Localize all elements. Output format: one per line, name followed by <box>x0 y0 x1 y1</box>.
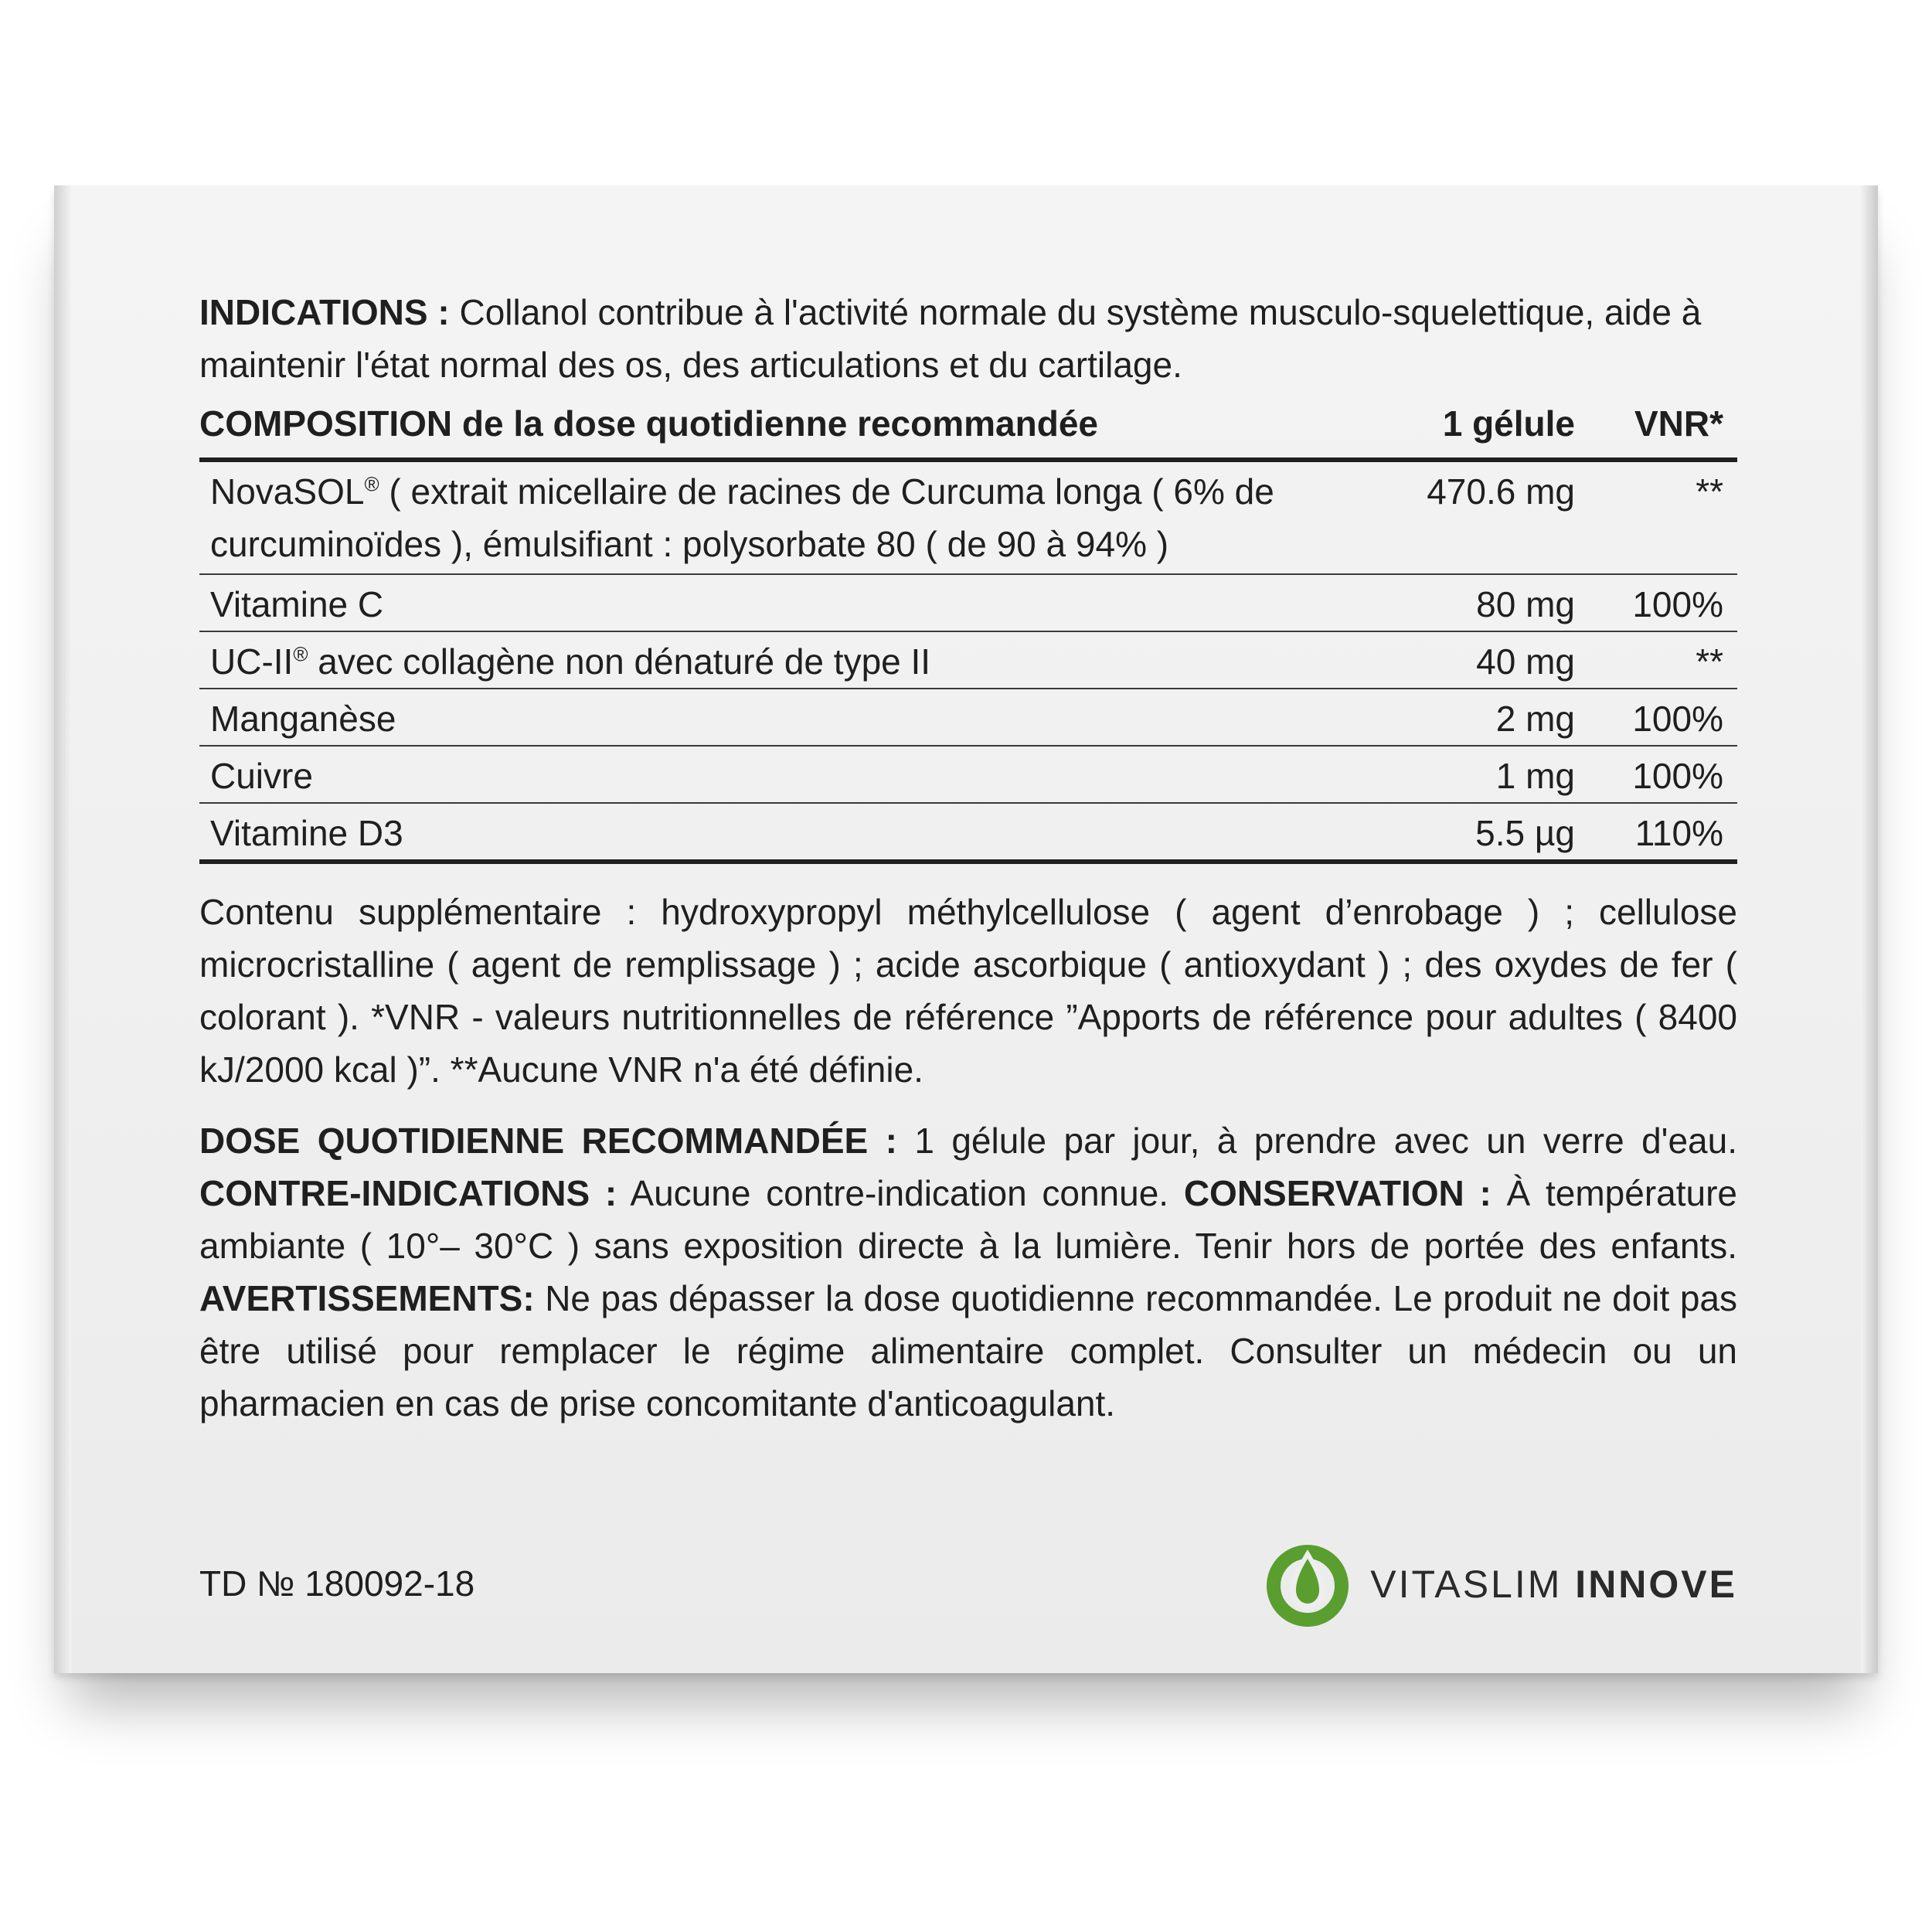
label-content <box>199 286 1737 1430</box>
warnings-label: AVERTISSEMENTS: <box>199 1278 535 1318</box>
ingredient-qty: 40 mg <box>1476 641 1575 682</box>
table-row <box>199 747 1737 802</box>
ingredient-vnr: 100% <box>1632 584 1723 624</box>
contraindications-label: CONTRE-INDICATIONS : <box>199 1173 617 1213</box>
indications-paragraph <box>199 286 1737 391</box>
ingredient-vnr: ** <box>1696 641 1723 682</box>
box-left-edge <box>54 185 71 1673</box>
ingredient-vnr: 100% <box>1632 756 1723 796</box>
table-row <box>199 462 1737 573</box>
ingredient-qty: 80 mg <box>1476 584 1575 624</box>
ingredient-vnr: ** <box>1696 471 1723 512</box>
ingredient-qty: 2 mg <box>1495 699 1575 739</box>
table-row <box>199 575 1737 631</box>
indications-label: INDICATIONS : <box>199 292 450 332</box>
dose-paragraph: DOSE QUOTIDIENNE RECOMMANDÉE : 1 gélule par jour, à prendre avec un verre d'eau. CONTRE-INDICATIONS : Aucune contre-indication connue. CONSERVATION : À température ambiante ( 10°– 30°C ) sans exposition directe à la lumière. Tenir hors de portée des enfants. AVERTISSEMENTS: Ne pas dépasser la dose quotidienne recommandée. Le produit ne doit pas être utilisé pour remplacer le régime alimentaire complet. Consulter un médecin ou un pharmacien en cas de prise concomitante d'anticoagulant. <box>199 1121 1737 1423</box>
table-row <box>199 632 1737 688</box>
ingredient-qty: 470.6 mg <box>1427 471 1575 512</box>
ingredient-name: NovaSOL® ( extrait micellaire de racines de Curcuma longa ( 6% de curcuminoïdes ), émulsifiant : polysorbate 80 ( de 90 à 94% ) <box>210 471 1274 564</box>
ingredient-name: Cuivre <box>210 756 313 796</box>
composition-title: COMPOSITION de la dose quotidienne recommandée <box>199 403 1098 444</box>
ingredient-name: Vitamine D3 <box>210 813 403 853</box>
table-row <box>199 689 1737 745</box>
brand-name: VITASLIM INNOVE <box>1370 1563 1737 1606</box>
column-header-vnr: VNR* <box>1634 403 1723 444</box>
ingredient-name: Manganèse <box>210 699 396 739</box>
composition-header <box>199 394 1737 453</box>
table-bottom-rule <box>199 859 1737 864</box>
table-row <box>199 804 1737 859</box>
additional-content-paragraph: Contenu supplémentaire : hydroxypropyl méthylcellulose ( agent d’enrobage ) ; cellulose microcristalline ( agent de remplissage ) ; acide ascorbique ( antioxydant ) ; des oxydes de fer ( colorant ). *VNR - valeurs nutritionnelles de référence ”Apports de référence pour adultes ( 8400 kJ/2000 kcal )”. **Aucune VNR n'a été définie. <box>199 892 1737 1090</box>
column-header-qty: 1 gélule <box>1442 403 1575 444</box>
conservation-label: CONSERVATION : <box>1183 1173 1492 1213</box>
brand-logo <box>1265 1542 1737 1627</box>
indications-text: Collanol contribue à l'activité normale du système musculo-squelettique, aide à maintenir l'état normal des os, des articulations et du cartilage. <box>199 292 1702 385</box>
label-footer <box>199 1542 1737 1627</box>
ingredient-name: Vitamine C <box>210 584 384 624</box>
ingredient-qty: 1 mg <box>1495 756 1575 796</box>
ingredient-vnr: 110% <box>1634 813 1723 853</box>
green-drop-ring-icon <box>1265 1542 1350 1627</box>
box-right-edge <box>1861 185 1878 1673</box>
td-number: TD № 180092-18 <box>199 1563 475 1604</box>
ingredient-name: UC-II® avec collagène non dénaturé de type II <box>210 641 931 682</box>
ingredient-vnr: 100% <box>1632 699 1723 739</box>
ingredient-qty: 5.5 µg <box>1475 813 1575 853</box>
dose-label: DOSE QUOTIDIENNE RECOMMANDÉE : <box>199 1121 897 1161</box>
product-box-back <box>54 185 1878 1673</box>
